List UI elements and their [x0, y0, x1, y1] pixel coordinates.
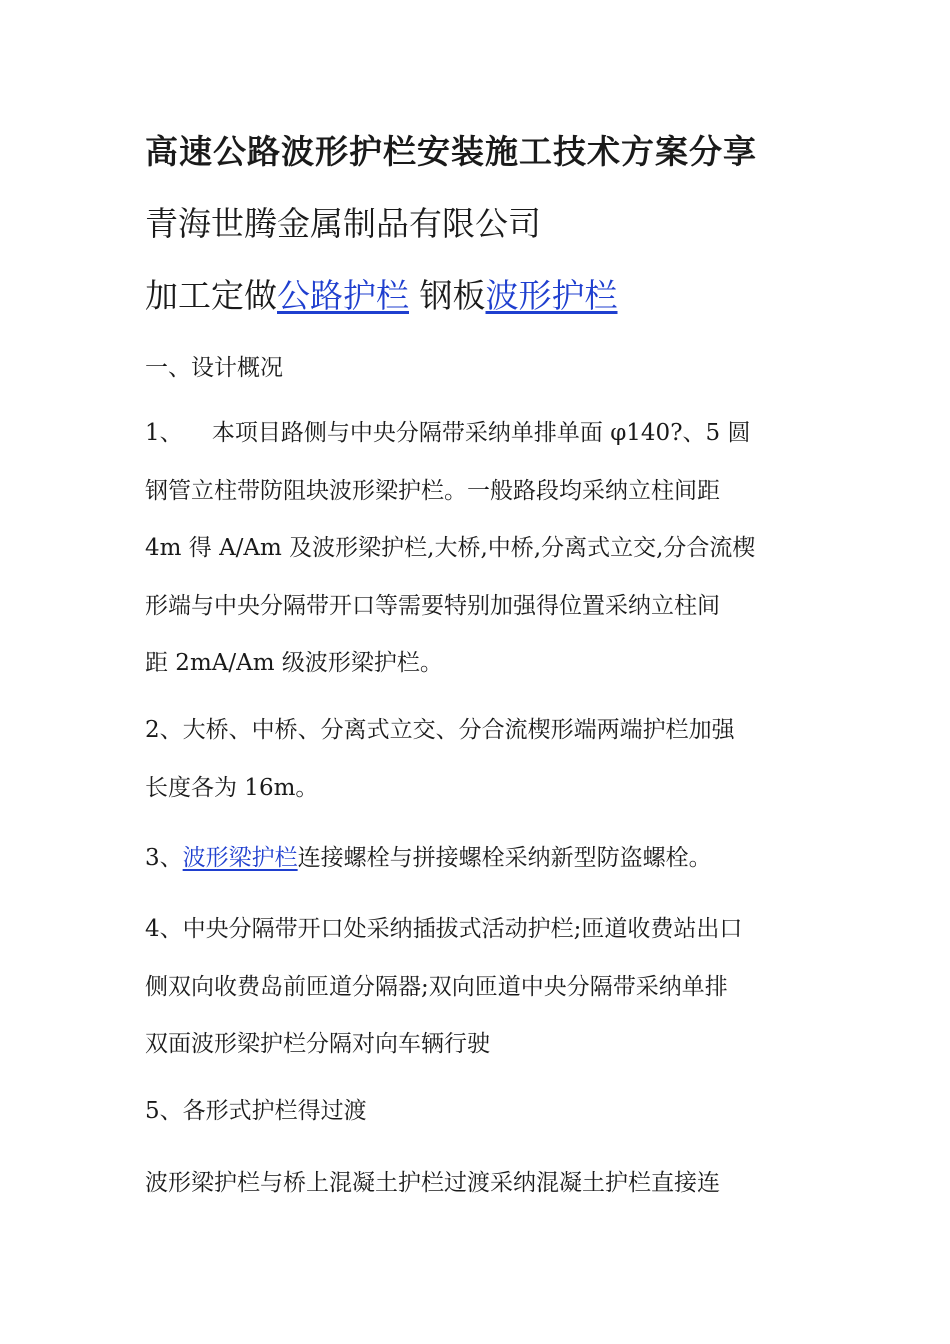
item-2-line: 2、大桥、中桥、分离式立交、分合流楔形端两端护栏加强 [145, 717, 735, 743]
item-5-paragraph [145, 1155, 815, 1213]
products-line [145, 270, 618, 317]
item-4-line: 侧双向收费岛前匝道分隔器;双向匝道中央分隔带采纳单排 [145, 973, 728, 1000]
item-3-suffix: 连接螺栓与拼接螺栓采纳新型防盗螺栓。 [297, 845, 712, 871]
item-2-line: 长度各为 16m。 [145, 774, 319, 801]
item-4-line: 双面波形梁护栏分隔对向车辆行驶 [145, 1031, 490, 1057]
item-3-line [145, 830, 815, 888]
item-1-line: 4m 得 A/Am 及波形梁护栏,大桥,中桥,分离式立交,分合流楔 [145, 535, 756, 561]
item-5-heading [145, 1083, 815, 1141]
item-1-paragraph [145, 405, 815, 693]
item-3-prefix: 3、 [145, 845, 183, 871]
wave-beam-guardrail-link[interactable]: 波形梁护栏 [182, 845, 298, 871]
item-4-line: 4、中央分隔带开口处采纳插拔式活动护栏;匝道收费站出口 [145, 916, 743, 942]
products-prefix: 加工定做 [145, 276, 277, 315]
company-name: 青海世腾金属制品有限公司 [145, 204, 541, 243]
highway-guardrail-link[interactable]: 公路护栏 [277, 276, 409, 315]
item-5-text-line: 波形梁护栏与桥上混凝土护栏过渡采纳混凝土护栏直接连 [145, 1170, 720, 1196]
document-title: 高速公路波形护栏安装施工技术方案分享 [145, 132, 757, 171]
wave-guardrail-link[interactable]: 波形护栏 [485, 276, 618, 315]
item-2-paragraph [145, 702, 815, 817]
section-heading-design: 一、设计概况 [145, 355, 283, 381]
item-1-line: 钢管立柱带防阻块波形梁护栏。一般路段均采纳立柱间距 [145, 477, 720, 504]
item-5-line: 5、各形式护栏得过渡 [145, 1098, 367, 1124]
item-3-paragraph [145, 830, 815, 888]
item-1-line: 1、 本项目路侧与中央分隔带采纳单排单面 φ140?、5 圆 [145, 420, 751, 446]
item-1-line: 距 2mA/Am 级波形梁护栏。 [145, 650, 443, 676]
item-1-line: 形端与中央分隔带开口等需要特别加强得位置采纳立柱间 [145, 592, 720, 619]
item-4-paragraph [145, 901, 815, 1074]
products-middle: 钢板 [409, 276, 486, 315]
